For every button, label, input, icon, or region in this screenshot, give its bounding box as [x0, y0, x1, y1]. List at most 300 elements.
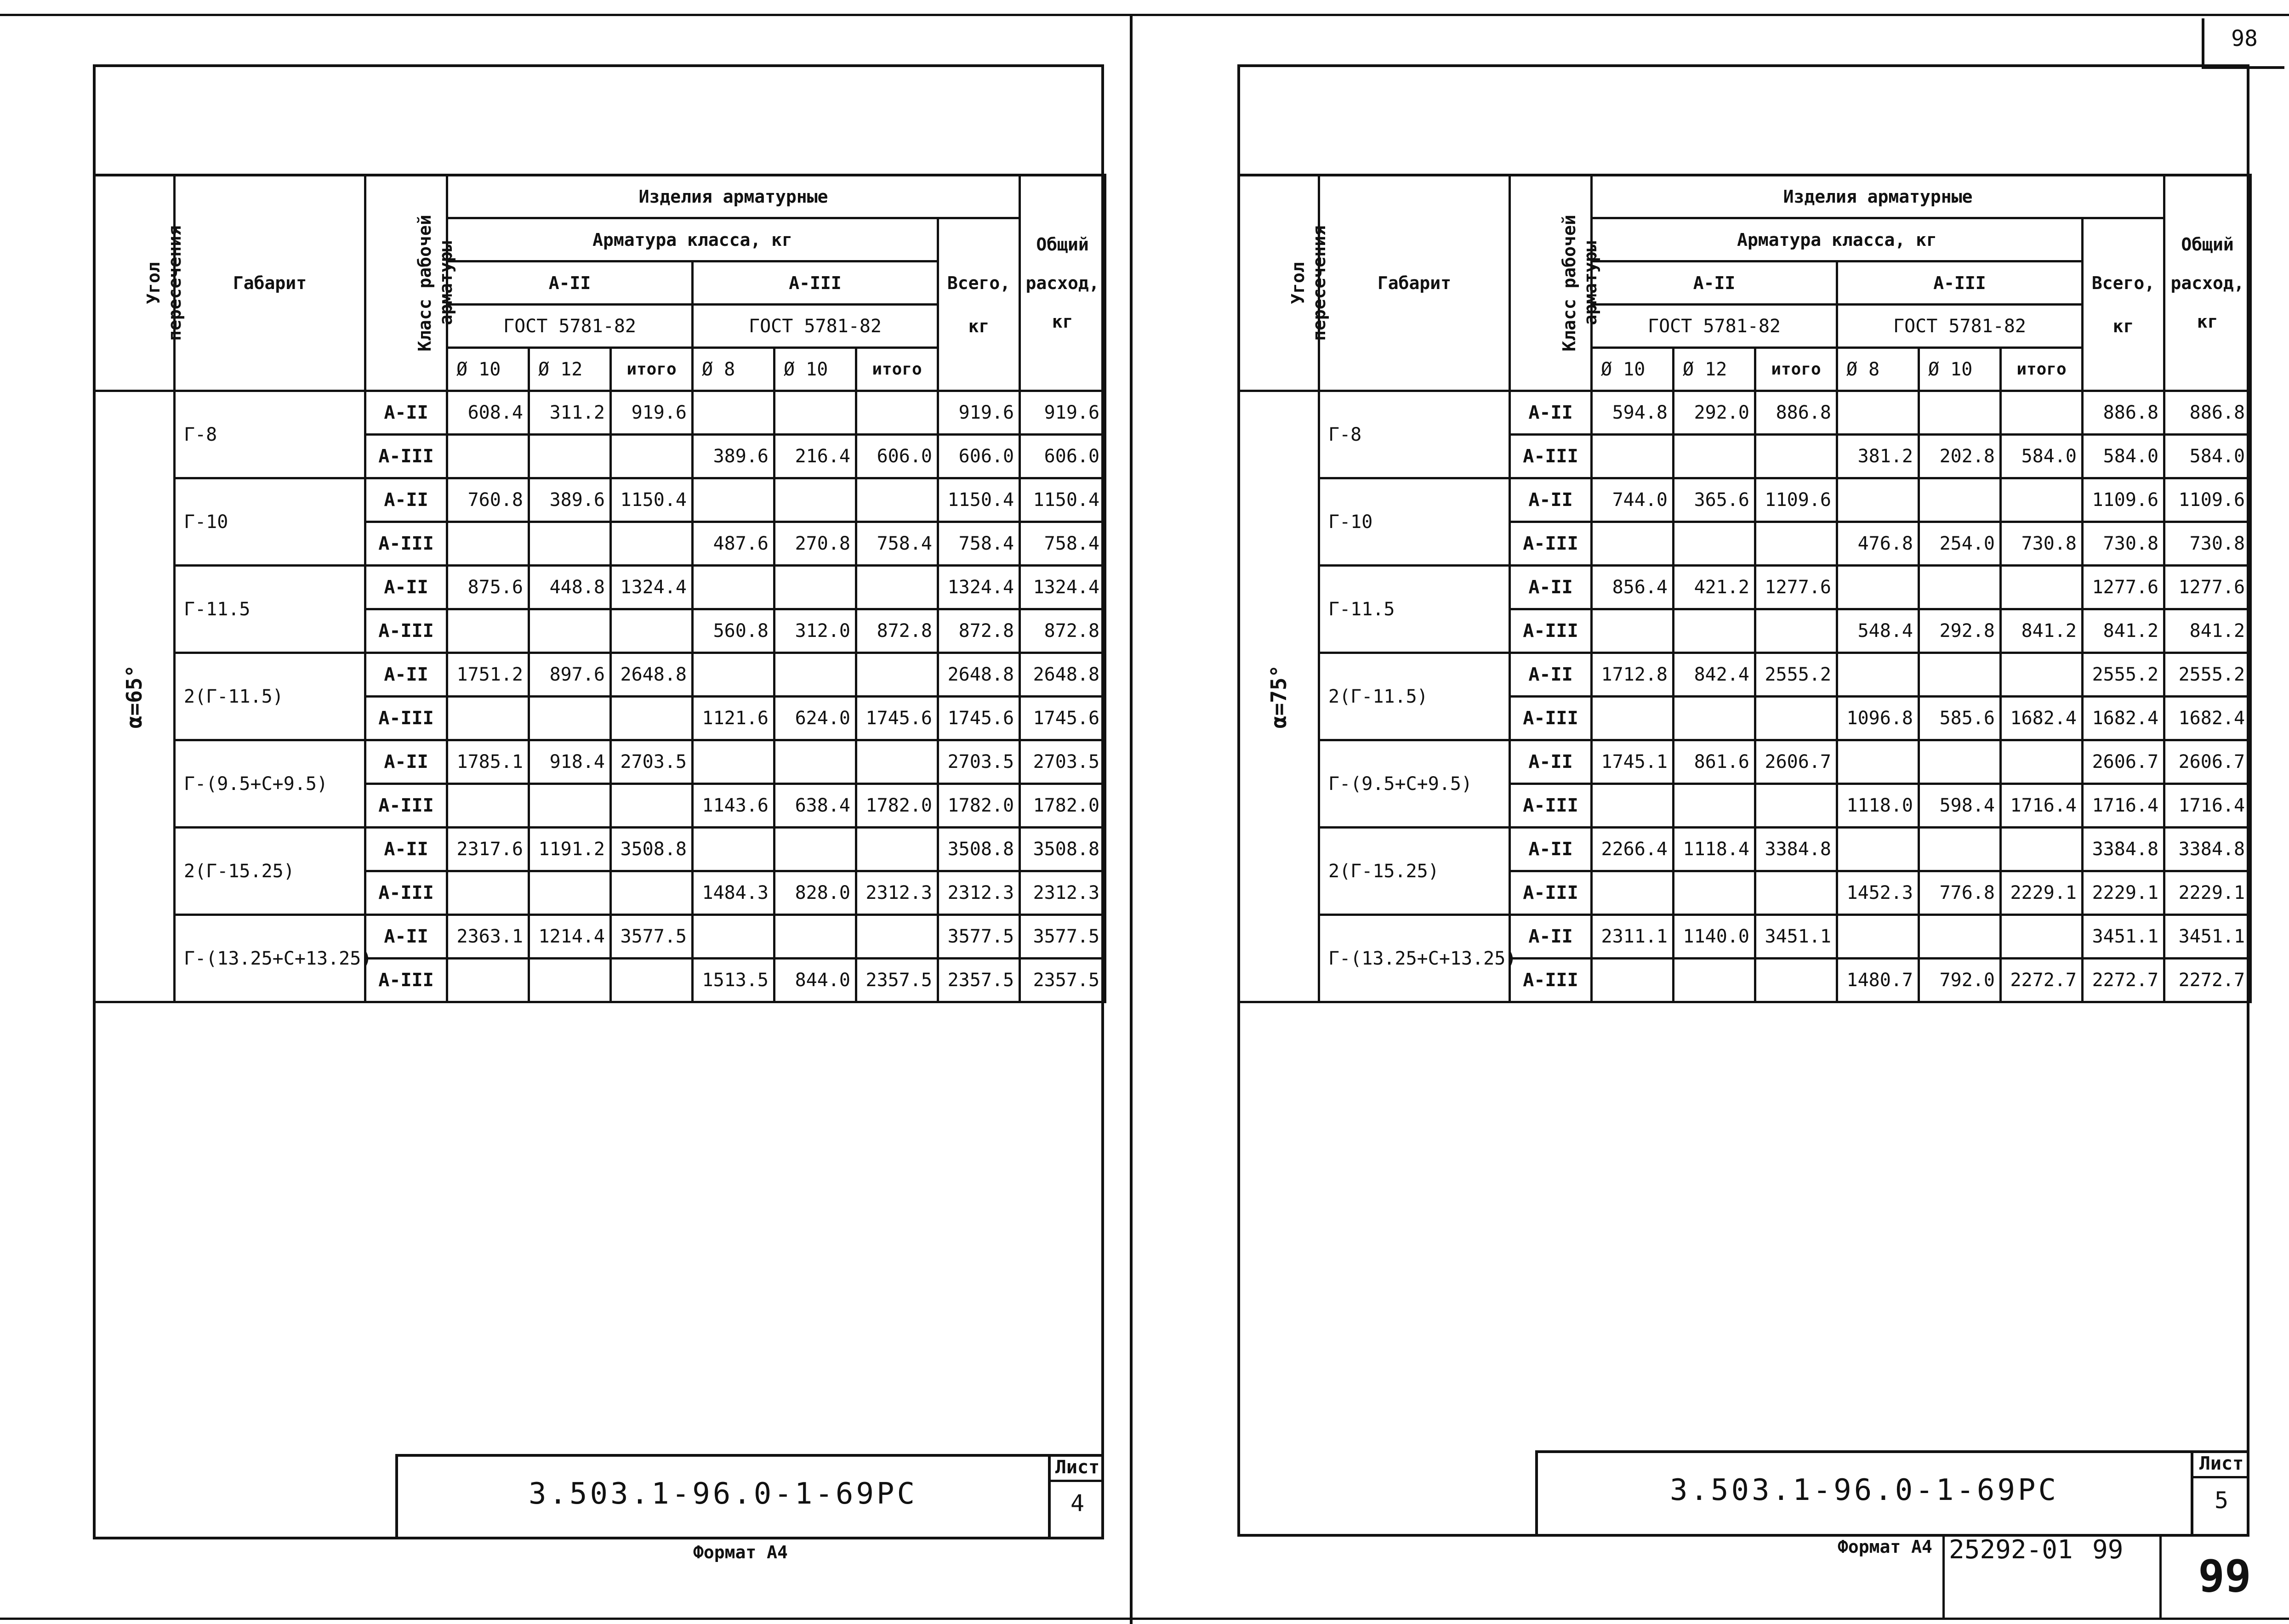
value-cell-a2-itogo [1755, 609, 1837, 653]
value-cell-a3-d10: 844.0 [774, 959, 856, 1002]
gabarit-cell: Г-(9.5+С+9.5) [1319, 740, 1510, 828]
value-cell-general: 2606.7 [2164, 740, 2251, 784]
value-cell-a3-d10: 828.0 [774, 871, 856, 915]
header-gost-a2: ГОСТ 5781-82 [447, 305, 693, 348]
header-total-l2: кг [2112, 316, 2134, 336]
value-cell-a2-d12 [1674, 435, 1755, 478]
value-cell-a3-d10: 216.4 [774, 435, 856, 478]
value-cell-a2-d12: 365.6 [1674, 478, 1755, 522]
value-cell-general: 3451.1 [2164, 915, 2251, 959]
value-cell-a2-itogo: 1277.6 [1755, 566, 1837, 609]
class-cell: А-III [1510, 871, 1592, 915]
table-row [94, 566, 1105, 609]
value-cell-a3-d10 [774, 478, 856, 522]
value-cell-total: 1324.4 [938, 566, 1020, 609]
value-cell-a2-d12: 1118.4 [1674, 828, 1755, 871]
value-cell-total: 2272.7 [2083, 959, 2164, 1002]
gabarit-cell: 2(Г-15.25) [1319, 828, 1510, 915]
value-cell-a2-d12 [1674, 697, 1755, 740]
angle-cell [94, 391, 175, 1002]
table-row [94, 653, 1105, 697]
value-cell-a3-d8: 476.8 [1837, 522, 1919, 566]
header-class-work-text: Класс рабочей арматуры [415, 214, 456, 352]
value-cell-a3-d10: 585.6 [1919, 697, 2001, 740]
value-cell-a2-d12 [1674, 959, 1755, 1002]
value-cell-a2-itogo: 3508.8 [611, 828, 693, 871]
right-title-block-sheet-hline [2191, 1476, 2249, 1478]
value-cell-a2-d12 [529, 784, 611, 828]
header-total-l2: кг [968, 316, 990, 336]
value-cell-a2-d10: 1712.8 [1592, 653, 1674, 697]
value-cell-a2-itogo [1755, 435, 1837, 478]
table-row [1239, 653, 2251, 697]
value-cell-a2-d12: 1191.2 [529, 828, 611, 871]
class-cell: А-III [365, 959, 447, 1002]
table-row [1239, 915, 2251, 959]
gabarit-cell: Г-(9.5+С+9.5) [175, 740, 365, 828]
value-cell-general: 1150.4 [1020, 478, 1105, 522]
header-angle-text: Угол пересечения [1288, 225, 1329, 341]
value-cell-total: 3508.8 [938, 828, 1020, 871]
value-cell-a3-d8: 1121.6 [693, 697, 774, 740]
gabarit-cell: Г-10 [175, 478, 365, 566]
gabarit-cell: 2(Г-11.5) [1319, 653, 1510, 740]
header-a2: А-II [447, 261, 693, 305]
value-cell-a3-d8 [1837, 566, 1919, 609]
value-cell-general: 1682.4 [2164, 697, 2251, 740]
header-gost-a3: ГОСТ 5781-82 [693, 305, 938, 348]
value-cell-a2-d10 [1592, 959, 1674, 1002]
left-sheet-label: Лист [1055, 1457, 1100, 1478]
value-cell-a3-itogo: 1682.4 [2001, 697, 2083, 740]
value-cell-a3-d10: 270.8 [774, 522, 856, 566]
value-cell-a3-itogo [2001, 478, 2083, 522]
value-cell-a3-d10 [774, 828, 856, 871]
class-cell: А-II [1510, 828, 1592, 871]
value-cell-general: 886.8 [2164, 391, 2251, 435]
value-cell-a2-d10: 744.0 [1592, 478, 1674, 522]
left-format-label: Формат А4 [693, 1542, 788, 1562]
value-cell-a3-d8: 1484.3 [693, 871, 774, 915]
value-cell-a3-d10: 792.0 [1919, 959, 2001, 1002]
value-cell-general: 584.0 [2164, 435, 2251, 478]
value-cell-a2-itogo [611, 522, 693, 566]
value-cell-general: 3577.5 [1020, 915, 1105, 959]
header-a2-itogo: итого [1755, 348, 1837, 391]
page-corner-top-number: 98 [2231, 26, 2258, 51]
value-cell-a2-d10 [447, 435, 529, 478]
header-a2-d12: Ø 12 [1674, 348, 1755, 391]
value-cell-a3-itogo [2001, 653, 2083, 697]
gabarit-cell: Г-8 [175, 391, 365, 478]
value-cell-a2-d10 [447, 697, 529, 740]
value-cell-general: 2312.3 [1020, 871, 1105, 915]
value-cell-a2-d10: 1751.2 [447, 653, 529, 697]
value-cell-a3-d8 [693, 478, 774, 522]
value-cell-a3-d8: 1480.7 [1837, 959, 1919, 1002]
gabarit-cell: Г-(13.25+С+13.25) [175, 915, 365, 1002]
class-cell: А-II [365, 566, 447, 609]
value-cell-a2-d12 [529, 435, 611, 478]
class-cell: А-III [1510, 784, 1592, 828]
value-cell-general: 3508.8 [1020, 828, 1105, 871]
value-cell-a2-itogo [611, 784, 693, 828]
value-cell-a3-d8 [1837, 915, 1919, 959]
left-spec-table [93, 174, 1106, 1003]
value-cell-a3-d10: 292.8 [1919, 609, 2001, 653]
value-cell-a2-d10 [447, 871, 529, 915]
value-cell-a2-d12: 842.4 [1674, 653, 1755, 697]
value-cell-total: 584.0 [2083, 435, 2164, 478]
value-cell-total: 1682.4 [2083, 697, 2164, 740]
value-cell-a3-d8: 560.8 [693, 609, 774, 653]
value-cell-a3-itogo [2001, 915, 2083, 959]
value-cell-a2-d10 [1592, 435, 1674, 478]
value-cell-a2-d10 [447, 784, 529, 828]
class-cell: А-II [365, 653, 447, 697]
value-cell-a3-d10 [1919, 478, 2001, 522]
value-cell-a3-itogo [2001, 740, 2083, 784]
header-total-l1: Всего, [947, 273, 1011, 293]
header-general-l3: кг [2197, 311, 2218, 332]
header-gost-a2: ГОСТ 5781-82 [1592, 305, 1837, 348]
table-row [1239, 828, 2251, 871]
value-cell-a3-itogo [856, 478, 938, 522]
value-cell-a3-d8: 1452.3 [1837, 871, 1919, 915]
value-cell-a2-d10: 2311.1 [1592, 915, 1674, 959]
value-cell-total: 919.6 [938, 391, 1020, 435]
value-cell-a2-d10: 875.6 [447, 566, 529, 609]
class-cell: А-III [365, 784, 447, 828]
header-a3-d8: Ø 8 [693, 348, 774, 391]
value-cell-general: 3384.8 [2164, 828, 2251, 871]
gabarit-cell: Г-11.5 [1319, 566, 1510, 653]
value-cell-a2-itogo [1755, 697, 1837, 740]
value-cell-a2-d10: 1785.1 [447, 740, 529, 784]
value-cell-total: 2357.5 [938, 959, 1020, 1002]
value-cell-a3-d8: 1513.5 [693, 959, 774, 1002]
value-cell-a2-d12 [1674, 609, 1755, 653]
value-cell-a2-itogo: 1109.6 [1755, 478, 1837, 522]
value-cell-total: 758.4 [938, 522, 1020, 566]
value-cell-a3-d8 [1837, 478, 1919, 522]
value-cell-general: 758.4 [1020, 522, 1105, 566]
value-cell-a2-d10: 856.4 [1592, 566, 1674, 609]
value-cell-a3-d10 [1919, 915, 2001, 959]
gabarit-cell: Г-(13.25+С+13.25) [1319, 915, 1510, 1002]
value-cell-a2-itogo [1755, 522, 1837, 566]
value-cell-general: 919.6 [1020, 391, 1105, 435]
header-total-l1: Всего, [2091, 273, 2155, 293]
value-cell-a2-d12 [1674, 871, 1755, 915]
value-cell-a2-itogo [611, 435, 693, 478]
value-cell-a2-itogo [611, 609, 693, 653]
header-general [2164, 175, 2251, 391]
value-cell-general: 2229.1 [2164, 871, 2251, 915]
value-cell-a3-d10 [1919, 391, 2001, 435]
value-cell-a2-itogo: 2648.8 [611, 653, 693, 697]
value-cell-total: 2703.5 [938, 740, 1020, 784]
value-cell-total: 1277.6 [2083, 566, 2164, 609]
value-cell-a3-d8: 548.4 [1837, 609, 1919, 653]
value-cell-a3-itogo [2001, 828, 2083, 871]
header-products: Изделия арматурные [447, 175, 1020, 218]
value-cell-a2-itogo: 3451.1 [1755, 915, 1837, 959]
header-a3-d10: Ø 10 [774, 348, 856, 391]
table-row [1239, 478, 2251, 522]
value-cell-a2-itogo: 2606.7 [1755, 740, 1837, 784]
class-cell: А-III [1510, 435, 1592, 478]
value-cell-a3-itogo [856, 915, 938, 959]
value-cell-a2-itogo: 3577.5 [611, 915, 693, 959]
value-cell-total: 2606.7 [2083, 740, 2164, 784]
value-cell-total: 1109.6 [2083, 478, 2164, 522]
value-cell-a3-d8 [693, 828, 774, 871]
value-cell-a3-d8: 381.2 [1837, 435, 1919, 478]
value-cell-a2-itogo [1755, 871, 1837, 915]
value-cell-a3-d10 [1919, 828, 2001, 871]
gabarit-cell: 2(Г-11.5) [175, 653, 365, 740]
value-cell-total: 2312.3 [938, 871, 1020, 915]
header-angle-text: Угол пересечения [143, 225, 185, 341]
value-cell-a3-d8: 389.6 [693, 435, 774, 478]
value-cell-a2-d10 [447, 609, 529, 653]
header-a3: А-III [693, 261, 938, 305]
value-cell-total: 606.0 [938, 435, 1020, 478]
value-cell-a2-d10: 2266.4 [1592, 828, 1674, 871]
table-row [1239, 740, 2251, 784]
value-cell-a3-d10 [774, 653, 856, 697]
value-cell-a3-d8: 487.6 [693, 522, 774, 566]
table-row [94, 740, 1105, 784]
header-a3-d10: Ø 10 [1919, 348, 2001, 391]
value-cell-a2-d12: 389.6 [529, 478, 611, 522]
right-sheet-label: Лист [2199, 1453, 2244, 1474]
center-divider-line [1130, 14, 1133, 1624]
header-gost-a3: ГОСТ 5781-82 [1837, 305, 2083, 348]
value-cell-general: 2703.5 [1020, 740, 1105, 784]
header-general [1020, 175, 1105, 391]
value-cell-general: 1745.6 [1020, 697, 1105, 740]
value-cell-total: 841.2 [2083, 609, 2164, 653]
table-row [94, 915, 1105, 959]
value-cell-a2-d12: 918.4 [529, 740, 611, 784]
value-cell-general: 730.8 [2164, 522, 2251, 566]
header-a3-itogo: итого [856, 348, 938, 391]
header-general-l2: расход, [2170, 273, 2244, 293]
header-total [2083, 218, 2164, 391]
value-cell-a3-d8 [693, 740, 774, 784]
value-cell-general: 1277.6 [2164, 566, 2251, 609]
value-cell-general: 1109.6 [2164, 478, 2251, 522]
value-cell-a2-d10 [1592, 784, 1674, 828]
value-cell-a3-itogo: 758.4 [856, 522, 938, 566]
value-cell-total: 2555.2 [2083, 653, 2164, 697]
value-cell-a3-d10: 624.0 [774, 697, 856, 740]
value-cell-a2-itogo: 1150.4 [611, 478, 693, 522]
left-title-block-sheet-hline [1048, 1480, 1104, 1482]
header-a3-d8: Ø 8 [1837, 348, 1919, 391]
value-cell-a2-d12: 311.2 [529, 391, 611, 435]
header-class-work [365, 175, 456, 391]
value-cell-a3-d8 [1837, 653, 1919, 697]
class-cell: А-III [365, 697, 447, 740]
header-reinf-class: Арматура класса, кг [1592, 218, 2083, 261]
value-cell-a3-d10: 312.0 [774, 609, 856, 653]
value-cell-a3-itogo: 2312.3 [856, 871, 938, 915]
header-general-l1: Общий [1036, 234, 1089, 255]
right-doc-code: 3.503.1-96.0-1-69РС [1669, 1473, 2059, 1507]
class-cell: А-II [1510, 915, 1592, 959]
value-cell-a2-d12 [529, 609, 611, 653]
value-cell-a3-itogo [856, 653, 938, 697]
header-general-l3: кг [1052, 311, 1073, 332]
value-cell-a2-d10 [1592, 871, 1674, 915]
value-cell-a3-d8 [1837, 740, 1919, 784]
value-cell-a2-itogo [1755, 959, 1837, 1002]
header-reinf-class: Арматура класса, кг [447, 218, 938, 261]
right-format-label: Формат А4 [1838, 1537, 1932, 1557]
header-class-work-text: Класс рабочей арматуры [1559, 214, 1600, 352]
right-spec-table [1237, 174, 2252, 1003]
value-cell-a2-d10: 2363.1 [447, 915, 529, 959]
value-cell-a3-d10: 202.8 [1919, 435, 2001, 478]
value-cell-a2-d12 [529, 871, 611, 915]
value-cell-a3-itogo [2001, 391, 2083, 435]
value-cell-a3-itogo: 1745.6 [856, 697, 938, 740]
value-cell-total: 730.8 [2083, 522, 2164, 566]
table-row [94, 828, 1105, 871]
value-cell-a3-d10 [774, 391, 856, 435]
class-cell: А-II [365, 740, 447, 784]
header-a2-itogo: итого [611, 348, 693, 391]
class-cell: А-II [1510, 478, 1592, 522]
value-cell-total: 2229.1 [2083, 871, 2164, 915]
value-cell-general: 1782.0 [1020, 784, 1105, 828]
value-cell-general: 1324.4 [1020, 566, 1105, 609]
class-cell: А-II [1510, 566, 1592, 609]
gabarit-cell: Г-8 [1319, 391, 1510, 478]
header-a2: А-II [1592, 261, 1837, 305]
value-cell-a3-d10 [1919, 653, 2001, 697]
value-cell-a3-itogo [856, 828, 938, 871]
left-doc-code: 3.503.1-96.0-1-69РС [528, 1477, 918, 1511]
value-cell-a2-itogo [611, 871, 693, 915]
class-cell: А-III [1510, 959, 1592, 1002]
value-cell-a3-itogo [856, 566, 938, 609]
value-cell-a2-d12 [529, 959, 611, 1002]
value-cell-a2-itogo: 919.6 [611, 391, 693, 435]
value-cell-a2-d10 [1592, 522, 1674, 566]
page-corner-bottom-box [2159, 1537, 2161, 1619]
value-cell-a3-d10 [774, 915, 856, 959]
header-total [938, 218, 1020, 391]
gabarit-cell: 2(Г-15.25) [175, 828, 365, 915]
value-cell-a3-d8 [693, 566, 774, 609]
bottom-border-line [0, 1618, 2289, 1620]
header-class-work [1510, 175, 1600, 391]
value-cell-a2-d10 [1592, 609, 1674, 653]
value-cell-a2-itogo [611, 959, 693, 1002]
class-cell: А-III [1510, 522, 1592, 566]
value-cell-a3-d8 [1837, 828, 1919, 871]
page-corner-bottom-number: 99 [2198, 1550, 2251, 1602]
value-cell-a2-d12: 897.6 [529, 653, 611, 697]
value-cell-a3-d10: 254.0 [1919, 522, 2001, 566]
value-cell-a2-d12 [1674, 522, 1755, 566]
value-cell-general: 2272.7 [2164, 959, 2251, 1002]
class-cell: А-III [1510, 609, 1592, 653]
class-cell: А-II [1510, 740, 1592, 784]
value-cell-a3-d8 [693, 653, 774, 697]
value-cell-a3-d8: 1096.8 [1837, 697, 1919, 740]
header-a3-itogo: итого [2001, 348, 2083, 391]
value-cell-a3-d8 [693, 391, 774, 435]
value-cell-a3-itogo [2001, 566, 2083, 609]
bottom-stamp-page: 99 [2092, 1535, 2124, 1565]
value-cell-a2-itogo: 3384.8 [1755, 828, 1837, 871]
value-cell-a3-itogo: 2272.7 [2001, 959, 2083, 1002]
value-cell-a3-d8: 1118.0 [1837, 784, 1919, 828]
value-cell-a3-itogo: 584.0 [2001, 435, 2083, 478]
value-cell-total: 1745.6 [938, 697, 1020, 740]
header-a2-d12: Ø 12 [529, 348, 611, 391]
value-cell-a2-d12: 292.0 [1674, 391, 1755, 435]
class-cell: А-II [365, 478, 447, 522]
value-cell-a3-d8: 1143.6 [693, 784, 774, 828]
value-cell-a3-d10 [774, 740, 856, 784]
class-cell: А-II [1510, 653, 1592, 697]
class-cell: А-III [365, 435, 447, 478]
value-cell-a3-d10 [1919, 566, 2001, 609]
value-cell-general: 2357.5 [1020, 959, 1105, 1002]
angle-cell [1239, 391, 1319, 1002]
value-cell-a2-d10: 760.8 [447, 478, 529, 522]
value-cell-a3-itogo: 2357.5 [856, 959, 938, 1002]
value-cell-a2-itogo: 886.8 [1755, 391, 1837, 435]
value-cell-a3-itogo: 1782.0 [856, 784, 938, 828]
header-gabarit: Габарит [175, 175, 365, 391]
value-cell-general: 2648.8 [1020, 653, 1105, 697]
value-cell-a3-itogo: 1716.4 [2001, 784, 2083, 828]
left-sheet-number: 4 [1070, 1490, 1085, 1516]
class-cell: А-II [365, 828, 447, 871]
value-cell-a2-d12 [529, 522, 611, 566]
value-cell-total: 2648.8 [938, 653, 1020, 697]
value-cell-a2-itogo [611, 697, 693, 740]
header-angle [94, 175, 185, 391]
angle-value: α=75° [1266, 664, 1291, 728]
value-cell-a2-d12 [529, 697, 611, 740]
value-cell-a3-d8 [1837, 391, 1919, 435]
value-cell-a3-itogo [856, 740, 938, 784]
value-cell-a3-d8 [693, 915, 774, 959]
value-cell-general: 1716.4 [2164, 784, 2251, 828]
table-row [94, 391, 1105, 435]
bottom-stamp-code: 25292-01 [1949, 1535, 2073, 1565]
class-cell: А-II [1510, 391, 1592, 435]
value-cell-a2-d12 [1674, 784, 1755, 828]
value-cell-a2-d10: 608.4 [447, 391, 529, 435]
header-products: Изделия арматурные [1592, 175, 2164, 218]
value-cell-a3-itogo [856, 391, 938, 435]
header-a2-d10: Ø 10 [447, 348, 529, 391]
value-cell-a3-itogo: 606.0 [856, 435, 938, 478]
table-row [94, 478, 1105, 522]
value-cell-a2-d10 [1592, 697, 1674, 740]
value-cell-a2-d10: 594.8 [1592, 391, 1674, 435]
value-cell-a2-d10: 2317.6 [447, 828, 529, 871]
